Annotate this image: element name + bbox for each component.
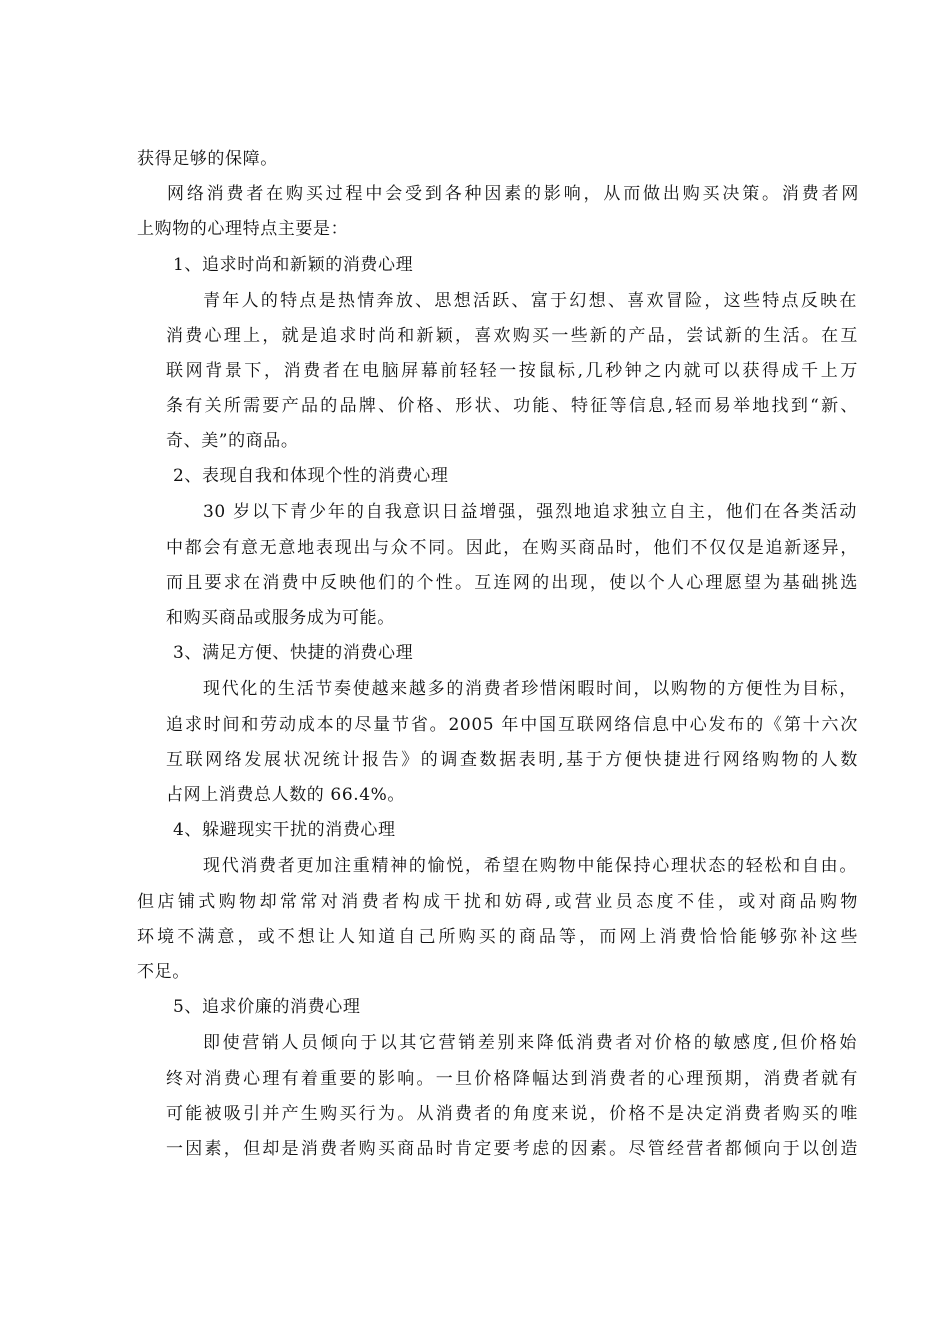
section-heading: 2、表现自我和体现个性的消费心理: [173, 466, 449, 486]
paragraph-line: 中都会有意无意地表现出与众不同。因此，在购买商品时，他们不仅仅是追新逐异，: [166, 538, 858, 558]
paragraph-line: 现代化的生活节奏使越来越多的消费者珍惜闲暇时间，以购物的方便性为目标，: [203, 679, 857, 699]
section-heading: 3、满足方便、快捷的消费心理: [173, 643, 414, 663]
paragraph-line: 上购物的心理特点主要是：: [137, 219, 349, 239]
paragraph-line: 30 岁以下青少年的自我意识日益增强，强烈地追求独立自主，他们在各类活动: [203, 502, 857, 522]
section-heading: 5、追求价廉的消费心理: [173, 997, 361, 1017]
paragraph-line: 和购买商品或服务成为可能。: [166, 608, 395, 628]
paragraph-line: 不足。: [137, 962, 190, 982]
paragraph-line: 现代消费者更加注重精神的愉悦，希望在购物中能保持心理状态的轻松和自由。: [203, 856, 857, 876]
paragraph-line: 终对消费心理有着重要的影响。一旦价格降幅达到消费者的心理预期，消费者就有: [166, 1069, 858, 1089]
paragraph-line: 环境不满意，或不想让人知道自己所购买的商品等，而网上消费恰恰能够弥补这些: [137, 927, 858, 947]
paragraph-line: 条有关所需要产品的品牌、价格、形状、功能、特征等信息,轻而易举地找到“新、: [166, 396, 858, 416]
section-heading: 1、追求时尚和新颖的消费心理: [173, 255, 414, 275]
paragraph-line: 奇、美”的商品。: [166, 431, 299, 451]
paragraph-line: 网络消费者在购买过程中会受到各种因素的影响，从而做出购买决策。消费者网: [167, 184, 859, 204]
paragraph-line: 消费心理上，就是追求时尚和新颖，喜欢购买一些新的产品，尝试新的生活。在互: [166, 326, 858, 346]
text-line: 获得足够的保障。: [137, 149, 278, 169]
paragraph-line: 联网背景下，消费者在电脑屏幕前轻轻一按鼠标,几秒钟之内就可以获得成千上万: [166, 361, 858, 381]
paragraph-line: 即使营销人员倾向于以其它营销差别来降低消费者对价格的敏感度,但价格始: [203, 1033, 857, 1053]
paragraph-line: 但店铺式购物却常常对消费者构成干扰和妨碍,或营业员态度不佳，或对商品购物: [137, 892, 858, 912]
paragraph-line: 追求时间和劳动成本的尽量节省。2005 年中国互联网络信息中心发布的《第十六次: [166, 715, 858, 735]
paragraph-line: 一因素，但却是消费者购买商品时肯定要考虑的因素。尽管经营者都倾向于以创造: [166, 1139, 858, 1159]
paragraph-line: 占网上消费总人数的 66.4%。: [166, 785, 406, 805]
paragraph-line: 互联网络发展状况统计报告》的调查数据表明,基于方便快捷进行网络购物的人数: [166, 750, 858, 770]
paragraph-line: 而且要求在消费中反映他们的个性。互连网的出现，使以个人心理愿望为基础挑选: [166, 573, 858, 593]
paragraph-line: 可能被吸引并产生购买行为。从消费者的角度来说，价格不是决定消费者购买的唯: [166, 1104, 858, 1124]
paragraph-line: 青年人的特点是热情奔放、思想活跃、富于幻想、喜欢冒险，这些特点反映在: [203, 291, 857, 311]
section-heading: 4、躲避现实干扰的消费心理: [173, 820, 396, 840]
